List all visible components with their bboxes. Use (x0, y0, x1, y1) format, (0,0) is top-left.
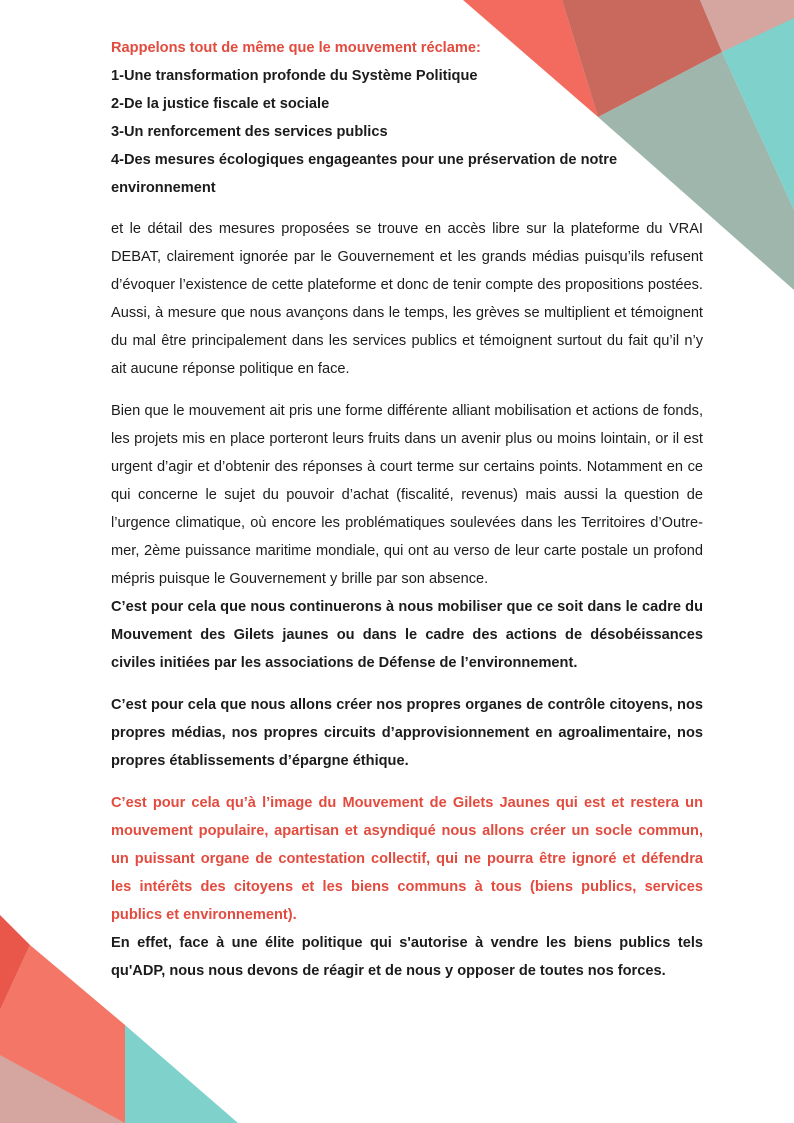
paragraph-organes-citoyens: C’est pour cela que nous allons créer nos propres organes de contrôle citoyens, nos propres médias, nos propres circuits d’approvisionnement en agroalimentaire, nos propres établissements d’épargne éthique. (111, 697, 703, 769)
paragraph-socle-commun: C’est pour cela qu’à l’image du Mouvement de Gilets Jaunes qui est et restera un mouvement populaire, apartisan et asyndiqué nous allons créer un socle commun, un puissant organe de contestation collectif, qui ne pourra être ignoré et défendra les intérêts des citoyens et les biens communs à tous (biens publics, services publics et environnement). (111, 795, 703, 923)
paragraph-vrai-debat: et le détail des mesures proposées se trouve en accès libre sur la plateforme du VRAI DEBAT, clairement ignorée par le Gouvernement et les grands médias puisqu’ils refusent d’évoquer l’existence de cette plateforme et donc de tenir compte des propositions postées. Aussi, à mesure que nous avançons dans le temps, les grèves se multiplient et témoignent du mal être principalement dans les services publics et témoignent surtout du fait qu’il n’y ait aucune réponse politique en face. (111, 221, 703, 377)
document-body (111, 34, 703, 985)
paragraph-mobilisation: C’est pour cela que nous continuerons à nous mobiliser que ce soit dans le cadre du Mouvement des Gilets jaunes ou dans le cadre des actions de désobéissances civiles initiées par les associations de Défense de l’environnement. (111, 599, 703, 671)
decor-teal-corner (125, 1025, 238, 1123)
paragraph-en-effet: En effet, face à une élite politique qui s'autorise à vendre les biens publics tels qu'ADP, nous nous devons de réagir et de nous y opposer de toutes nos forces. (111, 935, 703, 979)
paragraph-mouvement: Bien que le mouvement ait pris une forme différente alliant mobilisation et actions de fonds, les projets mis en place porteront leurs fruits dans un avenir plus ou moins lointain, or il est urgent d’agir et d’obtenir des réponses à court terme sur certains points. Notamment en ce qui concerne le sujet du pouvoir d’achat (fiscalité, revenus) mais aussi la question de l’urgence climatique, où encore les problématiques soulevées dans les Territoires d’Outre-mer, 2ème puissance maritime mondiale, qui ont au verso de leur carte postale un profond mépris puisque le Gouvernement y brille par son absence. (111, 403, 703, 587)
demands-list (111, 34, 703, 202)
demand-item-1: 1-Une transformation profonde du Système Politique (111, 68, 478, 84)
demand-item-4: 4-Des mesures écologiques engageantes pour une préservation de notre environnement (111, 152, 618, 196)
demands-heading: Rappelons tout de même que le mouvement réclame: (111, 40, 481, 56)
demand-item-3: 3-Un renforcement des services publics (111, 124, 388, 140)
demand-item-2: 2-De la justice fiscale et sociale (111, 96, 330, 112)
